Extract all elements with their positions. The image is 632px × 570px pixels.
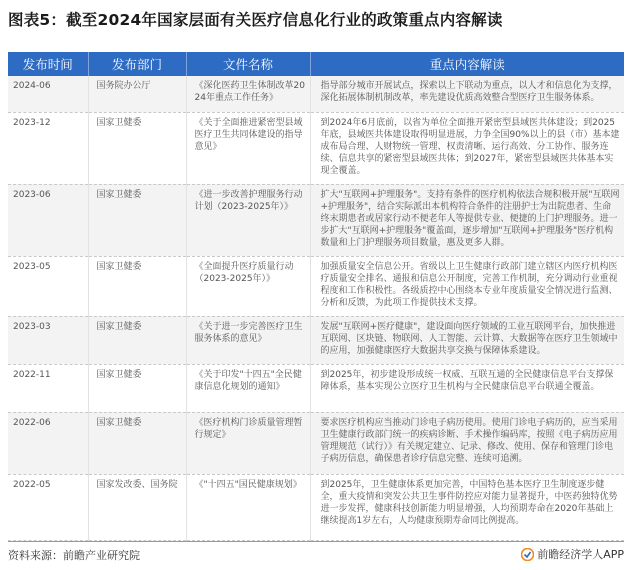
cell-doc: 《关于印发"十四五"全民健康信息化规划的通知》 [186,364,310,412]
qianzhan-logo-icon [521,548,534,561]
table-header-row [8,52,624,76]
cell-dept: 国家卫健委 [88,256,186,316]
brand-mark [521,546,624,562]
table-row [8,412,624,474]
cell-date: 2022-05 [8,474,88,540]
cell-dept: 国家卫健委 [88,184,186,256]
cell-point: 到2024年6月底前，以省为单位全面推开紧密型县域医共体建设；到2025年底，县域医共体建设取得明显进展，力争全国90%以上的县（市）基本建成布局合理、人财物统一管理、权责清晰、运行高效、分工协作、服务连续、信息共享的紧密型县域医共体；到2027年，紧密型县域医共体基本实现全覆盖。 [310,112,624,184]
table-row [8,256,624,316]
cell-doc: 《关于全面推进紧密型县域医疗卫生共同体建设的指导意见》 [186,112,310,184]
cell-date: 2022-11 [8,364,88,412]
header-date: 发布时间 [8,52,88,76]
cell-point: 指导部分城市开展试点，探索以上下联动为重点，以人才和信息化为支撑，深化拓展体制机制改革，率先建设优质高效整合型医疗卫生服务体系。 [310,76,624,112]
cell-date: 2024-06 [8,76,88,112]
cell-dept: 国家卫健委 [88,364,186,412]
cell-dept: 国家卫健委 [88,412,186,474]
cell-doc: 《"十四五"国民健康规划》 [186,474,310,540]
table-row [8,112,624,184]
cell-point: 扩大"互联网+护理服务"。支持有条件的医疗机构依法合规积极开展"互联网+护理服务"，结合实际派出本机构符合条件的注册护士为出院患者、生命终末期患者或居家行动不便老年人等提供专业、便捷的上门护理服务。进一步扩大"互联网+护理服务"覆盖面，逐步增加"互联网+护理服务"医疗机构数量和上门护理服务项目数量，惠及更多人群。 [310,184,624,256]
cell-date: 2023-12 [8,112,88,184]
footer-divider [8,541,624,542]
chart-title: 图表5：截至2024年国家层面有关医疗信息化行业的政策重点内容解读 [8,11,503,29]
table-row [8,474,624,540]
policy-table [8,52,624,541]
table-row [8,76,624,112]
cell-date: 2023-06 [8,184,88,256]
header-doc: 文件名称 [186,52,310,76]
cell-dept: 国家卫健委 [88,112,186,184]
cell-dept: 国家发改委、国务院 [88,474,186,540]
cell-point: 到2025年，初步建设形成统一权威、互联互通的全民健康信息平台支撑保障体系，基本实现公立医疗卫生机构与全民健康信息平台联通全覆盖。 [310,364,624,412]
policy-table-container [8,52,624,540]
cell-point: 发展"互联网+医疗健康"，建设面向医疗领域的工业互联网平台，加快推进互联网、区块链、物联网、人工智能、云计算、大数据等在医疗卫生领域中的应用，加强健康医疗大数据共享交换与保障体系建设。 [310,316,624,364]
cell-point: 要求医疗机构应当推动门诊电子病历使用。使用门诊电子病历的，应当采用卫生健康行政部门统一的疾病诊断、手术操作编码库，按照《电子病历应用管理规范（试行）》有关规定建立、记录、修改、使用、保存和管理门诊电子病历信息，确保患者诊疗信息完整、连续可追溯。 [310,412,624,474]
header-point: 重点内容解读 [310,52,624,76]
cell-date: 2023-05 [8,256,88,316]
table-row [8,184,624,256]
cell-doc: 《全面提升医疗质量行动（2023-2025年）》 [186,256,310,316]
cell-doc: 《深化医药卫生体制改革2024年重点工作任务》 [186,76,310,112]
cell-date: 2022-06 [8,412,88,474]
cell-point: 加强质量安全信息公开。省级以上卫生健康行政部门建立辖区内医疗机构医疗质量安全排名、通报和信息公开制度，完善工作机制，充分调动行业重视程度和工作积极性。各级质控中心围绕本专业年度质量安全情况进行监测、分析和反馈，为此项工作提供技术支撑。 [310,256,624,316]
brand-name: 前瞻经济学人APP [537,548,624,561]
cell-dept: 国家卫健委 [88,316,186,364]
header-dept: 发布部门 [88,52,186,76]
cell-doc: 《进一步改善护理服务行动计划（2023-2025年）》 [186,184,310,256]
cell-doc: 《医疗机构门诊质量管理暂行规定》 [186,412,310,474]
cell-date: 2023-03 [8,316,88,364]
cell-doc: 《关于进一步完善医疗卫生服务体系的意见》 [186,316,310,364]
cell-dept: 国务院办公厅 [88,76,186,112]
source-note: 资料来源：前瞻产业研究院 [8,549,140,562]
table-row [8,364,624,412]
table-row [8,316,624,364]
cell-point: 到2025年，卫生健康体系更加完善，中国特色基本医疗卫生制度逐步健全，重大疫情和突发公共卫生事件防控应对能力显著提升，中医药独特优势进一步发挥，健康科技创新能力明显增强，人均预期寿命在2020年基础上继续提高1岁左右，人均健康预期寿命同比例提高。 [310,474,624,540]
